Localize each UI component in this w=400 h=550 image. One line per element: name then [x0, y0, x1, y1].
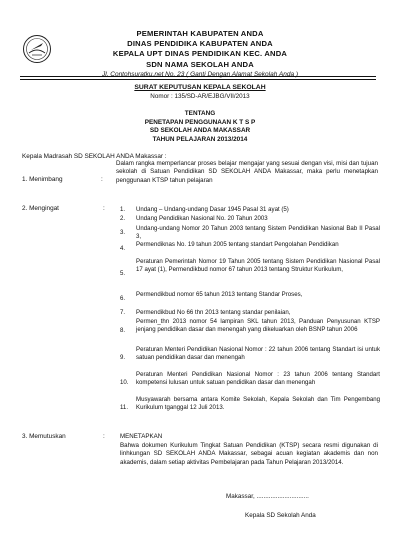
item-number: 9. — [120, 354, 126, 361]
menimbang-label: 1. Menimbang — [22, 176, 63, 183]
mengingat-label: 2. Mengingat — [22, 205, 59, 212]
memutuskan-text: Bahwa dokumen Kurikulum Tingkat Satuan Pendidikan (KTSP) secara resmi digunakan di linhkungan SD SEKOLAH ANDA Makassar, sebagai acuan kegiatan akademis dan non akademis, dalam setiap aktivitas Pembelajaran pada Tahun Pelajaran 2013/2014. — [120, 442, 378, 466]
item-number: 10. — [120, 379, 129, 386]
subject-line-1: TENTANG — [184, 110, 216, 117]
mengingat-colon: : — [103, 205, 105, 212]
item-text: Undang Pendidikan Nasional No. 20 Tahun 2003 — [136, 215, 268, 222]
item-text: Undang-undang Nomor 20 Tahun 2003 tentang Sistem Pendidikan Nasional Bab II Pasal 3, — [136, 225, 380, 240]
header-address: Jl. Contohsuratku.net No. 23 ( Ganti Dengan Alamat Sekolah Anda ) — [101, 70, 299, 78]
subject-line-4: TAHUN PELAJARAN 2013/2014 — [152, 135, 248, 143]
item-text: Permendiknas No. 19 tahun 2005 tentang standart Pengolahan Pendidikan — [136, 241, 339, 248]
header-line-1: PEMERINTAH KABUPATEN ANDA — [136, 29, 264, 38]
item-text: Peraturan Menteri Pendidikan Nasional Nomor : 23 tahun 2006 tentang Standart kompetensi lulusan untuk satuan pendidikan dasar dan menengah — [136, 371, 380, 386]
memutuskan-heading: MENETAPKAN — [120, 433, 163, 440]
header-line-3: KEPALA UPT DINAS PENDIDIKAN KEC. ANDA — [112, 49, 288, 59]
decree-subject — [0, 110, 400, 144]
item-number: 1. — [120, 206, 126, 213]
item-number: 6. — [120, 295, 126, 302]
header-divider-thick — [20, 76, 376, 77]
item-number: 8. — [120, 327, 126, 334]
header-line-4: SDN NAMA SEKOLAH ANDA — [146, 59, 254, 69]
item-text: Permendikbud No 66 thn 2013 tentang standar penilaian, — [136, 309, 291, 316]
item-number: 5. — [120, 270, 126, 277]
memutuskan-colon: : — [103, 433, 105, 440]
signature-place-date: Makassar, .............................. — [226, 493, 309, 500]
decree-title: SURAT KEPUTUSAN KEPALA SEKOLAH — [134, 84, 266, 91]
header-line-2: DINAS PENDIDIKA KABUPATEN ANDA — [127, 39, 273, 49]
item-text: Peraturan Menteri Pendidikan Nasional Nomor : 22 tahun 2006 tentang Standart isi untuk satuan pendidikan dasar dan menengah — [136, 346, 380, 361]
subject-line-2: PENETAPAN PENGGUNAAN K T S P — [144, 118, 256, 126]
item-number: 11. — [120, 404, 129, 411]
menimbang-colon: : — [101, 176, 103, 183]
item-number: 3. — [120, 229, 126, 236]
menimbang-text: Dalam rangka memperlancar proses belajar mengajar yang sesuai dengan visi, misi dan tujuan sekolah di Satuan Pendidikan SD SEKOLAH ANDA Makassar, maka perlu menetapkan penggunaan KTSP tahun pelajaran — [116, 160, 378, 184]
item-number: 4. — [120, 245, 126, 252]
item-text: Musyawarah bersama antara Komite Sekolah, Kepala Sekolah dan Tim Pengembang Kurikulum tganggal 12 Juli 2013. — [136, 396, 380, 411]
item-text: Undang – Undang-undang Dasar 1945 Pasal 31 ayat (5) — [136, 206, 289, 213]
signature-role: Kepala SD Sekolah Anda — [245, 512, 316, 519]
item-text: Peraturan Pemerintah Nomor 19 Tahun 2005 tentang Sistem Pendidikan Nasional Pasal 17 ayat (1), Permendikbud nomor 67 tahun 2013 tentang Struktur Kurikulum, — [136, 258, 380, 273]
item-text: Permen_thn 2013 nomor 54 lampiran SKL tahun 2013, Panduan Penyusunan KTSP jenjang pendidikan dasar dan menengah yang dikeluarkan oleh BSNP tahun 2006 — [136, 318, 380, 333]
item-number: 2. — [120, 215, 126, 222]
item-text: Permendikbud nomor 65 tahun 2013 tentang Standar Proses, — [136, 291, 303, 298]
memutuskan-label: 3. Memutuskan — [22, 433, 66, 440]
letterhead — [0, 29, 400, 79]
header-divider-thin — [20, 79, 376, 80]
decree-number: Nomor : 135/SD-AR/EJBG/VII/2013 — [150, 93, 250, 100]
subject-line-3: SD SEKOLAH ANDA MAKASSAR — [149, 127, 251, 135]
decree-intro: Kepala Madrasah SD SEKOLAH ANDA Makassar : — [22, 153, 167, 160]
item-number: 7. — [120, 309, 126, 316]
